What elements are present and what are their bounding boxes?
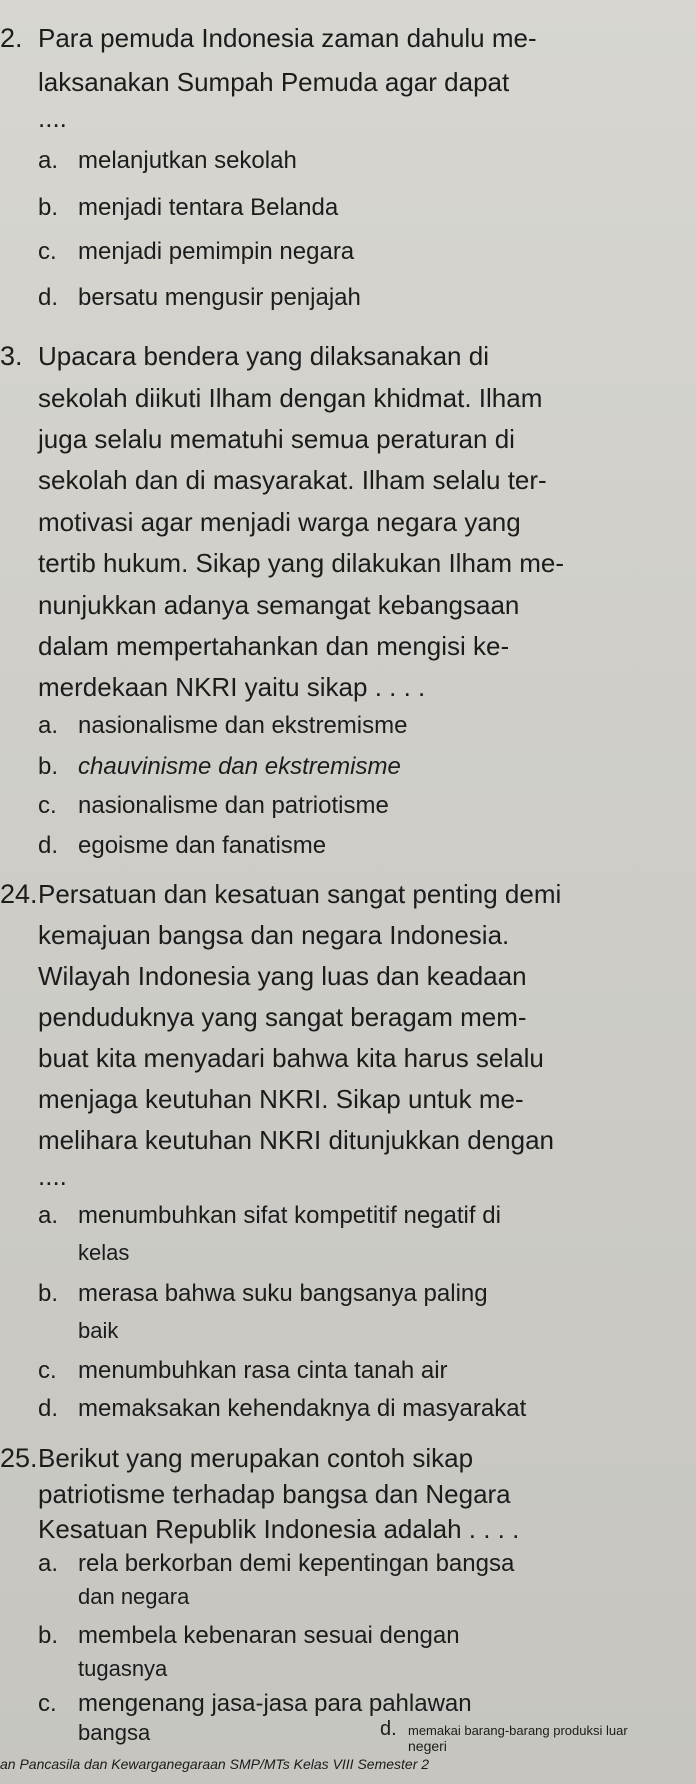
option-b[interactable]: b. merasa bahwa suku bangsanya paling: [38, 1280, 488, 1307]
question-text-line: Persatuan dan kesatuan sangat penting demi: [38, 879, 562, 909]
question-text-line: patriotisme terhadap bangsa dan Negara: [38, 1479, 511, 1509]
question-text-line: dalam mempertahankan dan mengisi ke-: [38, 631, 510, 661]
question-text-line: sekolah dan di masyarakat. Ilham selalu ter-: [38, 465, 547, 495]
question-text-line: Wilayah Indonesia yang luas dan keadaan: [38, 961, 527, 991]
question-text-line: menjaga keutuhan NKRI. Sikap untuk me-: [38, 1084, 524, 1114]
question-text-line: Berikut yang merupakan contoh sikap: [38, 1443, 474, 1473]
option-b[interactable]: b. chauvinisme dan ekstremisme: [38, 753, 401, 780]
question-number: 25.: [0, 1443, 38, 1473]
option-a[interactable]: a. nasionalisme dan ekstremisme: [38, 712, 408, 739]
option-d[interactable]: d. memaksakan kehendaknya di masyarakat: [38, 1395, 527, 1422]
option-b-continuation: tugasnya: [78, 1656, 168, 1681]
question-text-line: Upacara bendera yang dilaksanakan di: [38, 341, 489, 371]
page-footer: an Pancasila dan Kewarganegaraan SMP/MTs Kelas VIII Semester 2: [0, 1756, 430, 1772]
question-text-line: ....: [38, 103, 67, 133]
option-d[interactable]: d. bersatu mengusir penjajah: [38, 284, 361, 311]
question-number: 2.: [0, 23, 23, 53]
option-c[interactable]: c. mengenang jasa-jasa para pahlawan: [38, 1690, 472, 1717]
question-text-line: juga selalu mematuhi semua peraturan di: [38, 424, 515, 454]
question-text-line: tertib hukum. Sikap yang dilakukan Ilham me-: [38, 548, 565, 578]
question-text-line: melihara keutuhan NKRI ditunjukkan dengan: [38, 1125, 555, 1155]
option-a[interactable]: a. melanjutkan sekolah: [38, 147, 297, 174]
question-text-line: laksanakan Sumpah Pemuda agar dapat: [38, 67, 510, 97]
question-number: 24.: [0, 879, 38, 909]
option-d-continuation: negeri: [408, 1738, 447, 1754]
question-text-line: sekolah diikuti Ilham dengan khidmat. Ilham: [38, 383, 543, 413]
option-a[interactable]: a. menumbuhkan sifat kompetitif negatif di: [38, 1202, 501, 1229]
option-c[interactable]: c. nasionalisme dan patriotisme: [38, 792, 389, 819]
question-text-line: Kesatuan Republik Indonesia adalah . . . .: [38, 1514, 520, 1544]
option-d[interactable]: d. memakai barang-barang produksi luar: [380, 1718, 628, 1740]
question-text-line: penduduknya yang sangat beragam mem-: [38, 1002, 527, 1032]
option-b[interactable]: b. menjadi tentara Belanda: [38, 194, 339, 221]
question-text-line: Para pemuda Indonesia zaman dahulu me-: [38, 23, 537, 53]
option-c[interactable]: c. menumbuhkan rasa cinta tanah air: [38, 1357, 448, 1384]
question-text-line: buat kita menyadari bahwa kita harus selalu: [38, 1043, 544, 1073]
option-a-continuation: dan negara: [78, 1584, 190, 1609]
option-d[interactable]: d. egoisme dan fanatisme: [38, 832, 327, 859]
question-number: 3.: [0, 341, 23, 371]
option-a-continuation: kelas: [78, 1240, 130, 1265]
option-c-continuation: bangsa: [78, 1720, 151, 1745]
question-text-line: merdekaan NKRI yaitu sikap . . . .: [38, 672, 426, 702]
option-c[interactable]: c. menjadi pemimpin negara: [38, 238, 355, 265]
question-text-line: motivasi agar menjadi warga negara yang: [38, 507, 521, 537]
option-b[interactable]: b. membela kebenaran sesuai dengan: [38, 1622, 460, 1649]
option-b-continuation: baik: [78, 1318, 119, 1343]
option-a[interactable]: a. rela berkorban demi kepentingan bangsa: [38, 1550, 515, 1577]
question-text-line: nunjukkan adanya semangat kebangsaan: [38, 590, 520, 620]
question-text-line: kemajuan bangsa dan negara Indonesia.: [38, 920, 510, 950]
question-text-line: ....: [38, 1161, 67, 1191]
